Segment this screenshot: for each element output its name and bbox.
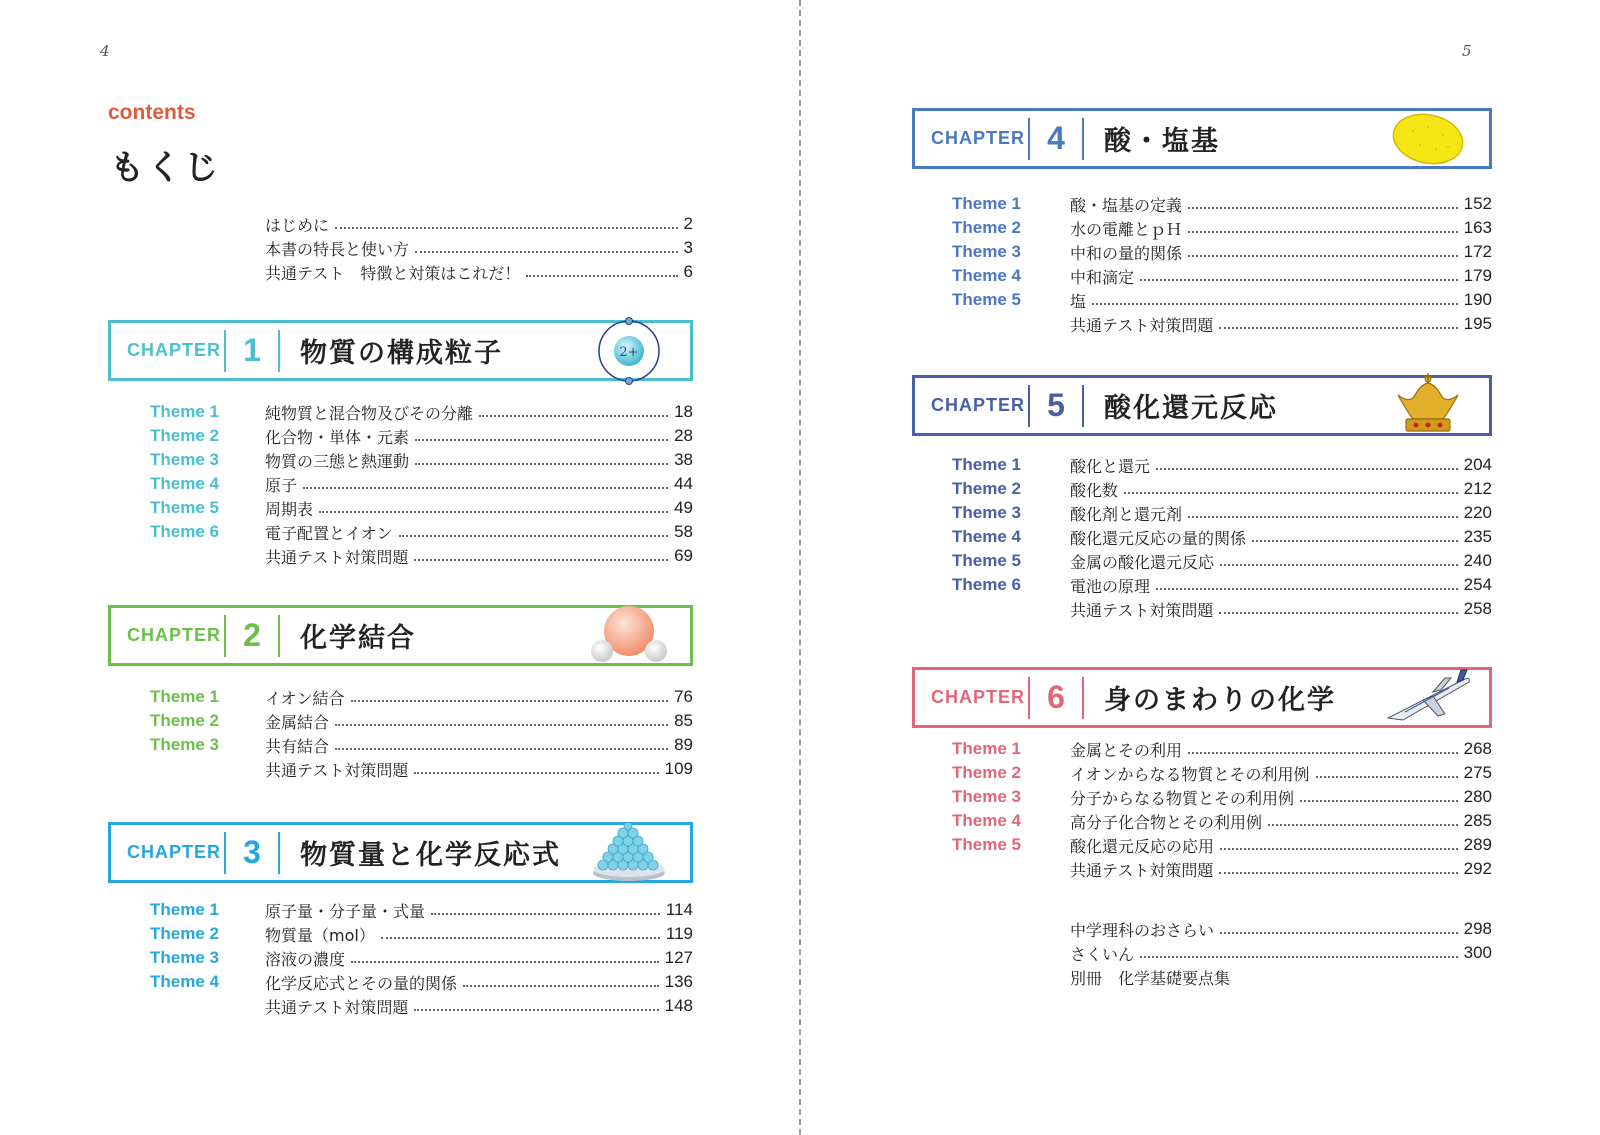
chapter-number: 3 bbox=[243, 834, 261, 870]
entry-title: 酸化剤と還元剤 bbox=[1070, 504, 1183, 524]
toc-entry[interactable] bbox=[952, 917, 1492, 941]
theme-label: Theme 5 bbox=[952, 551, 1021, 570]
dot-leader bbox=[1300, 800, 1458, 802]
page-number-ref: 195 bbox=[1463, 314, 1492, 333]
chapter-number: 2 bbox=[243, 617, 261, 653]
theme-label: Theme 4 bbox=[952, 266, 1021, 285]
entry-title: 共通テスト対策問題 bbox=[265, 547, 409, 567]
dot-leader bbox=[415, 439, 668, 441]
dot-leader bbox=[1268, 824, 1458, 826]
theme-label: Theme 2 bbox=[150, 426, 219, 445]
page-number-ref: 89 bbox=[674, 735, 693, 754]
page-number-ref: 289 bbox=[1463, 835, 1492, 854]
toc-entry[interactable] bbox=[952, 216, 1492, 240]
entry-title: 中和滴定 bbox=[1070, 267, 1135, 287]
chapter-title: 物質の構成粒子 bbox=[300, 338, 503, 369]
dot-leader bbox=[1219, 872, 1457, 874]
theme-label: Theme 5 bbox=[952, 290, 1021, 309]
entry-title: 分子からなる物質とその利用例 bbox=[1070, 788, 1295, 808]
toc-entry[interactable] bbox=[150, 472, 693, 496]
ion-charge-label: 2+ bbox=[619, 344, 639, 360]
entry-title: 酸化還元反応の応用 bbox=[1070, 836, 1215, 856]
dot-leader bbox=[415, 463, 668, 465]
page-number-ref: 3 bbox=[683, 238, 693, 257]
dot-leader bbox=[335, 748, 668, 750]
crown-icon bbox=[1383, 371, 1473, 441]
toc-entry[interactable] bbox=[150, 994, 693, 1018]
page-title: もくじ bbox=[110, 148, 221, 188]
toc-entry[interactable] bbox=[952, 785, 1492, 809]
page-number-ref: 163 bbox=[1463, 218, 1492, 237]
page-number-ref: 268 bbox=[1463, 739, 1492, 758]
page-number-ref: 44 bbox=[674, 474, 693, 493]
page-number-ref: 275 bbox=[1463, 763, 1492, 782]
page-number-ref: 204 bbox=[1463, 455, 1492, 474]
entry-title: 化合物・単体・元素 bbox=[265, 427, 410, 447]
page-number-ref: 190 bbox=[1463, 290, 1492, 309]
theme-label: Theme 3 bbox=[150, 450, 219, 469]
page-number-ref: 114 bbox=[665, 900, 693, 919]
toc-entry[interactable] bbox=[150, 922, 693, 946]
page-number: 5 bbox=[1462, 42, 1472, 60]
chapter-title: 酸・塩基 bbox=[1104, 126, 1220, 157]
theme-label: Theme 1 bbox=[952, 194, 1021, 213]
page-number-ref: 235 bbox=[1463, 527, 1492, 546]
toc-entry[interactable] bbox=[952, 737, 1492, 761]
theme-label: Theme 4 bbox=[150, 474, 219, 493]
toc-entry[interactable] bbox=[150, 496, 693, 520]
theme-label: Theme 1 bbox=[952, 739, 1021, 758]
dot-leader bbox=[335, 724, 668, 726]
chapter-label: CHAPTER bbox=[931, 128, 1026, 148]
dot-leader bbox=[479, 415, 668, 417]
toc-entry[interactable] bbox=[952, 453, 1492, 477]
toc-entry[interactable] bbox=[150, 898, 693, 922]
toc-entry[interactable] bbox=[952, 240, 1492, 264]
page-number-ref: 127 bbox=[664, 948, 693, 967]
dot-leader bbox=[399, 535, 669, 537]
page-number-ref: 220 bbox=[1463, 503, 1492, 522]
chapter-label: CHAPTER bbox=[127, 842, 222, 862]
theme-label: Theme 5 bbox=[150, 498, 219, 517]
page-number-ref: 285 bbox=[1463, 811, 1492, 830]
toc-entry[interactable] bbox=[150, 260, 693, 284]
entry-title: 共有結合 bbox=[265, 736, 330, 756]
theme-label: Theme 2 bbox=[952, 763, 1021, 782]
toc-entry[interactable] bbox=[952, 833, 1492, 857]
chapter-4-header[interactable] bbox=[912, 108, 1492, 169]
theme-label: Theme 3 bbox=[952, 242, 1021, 261]
page-number-ref: 298 bbox=[1463, 919, 1492, 938]
toc-entry[interactable] bbox=[952, 573, 1492, 597]
theme-label: Theme 1 bbox=[150, 402, 219, 421]
dot-leader bbox=[415, 251, 678, 253]
entry-title: 酸・塩基の定義 bbox=[1070, 195, 1183, 215]
entry-title: 共通テスト対策問題 bbox=[1070, 315, 1214, 335]
dot-leader bbox=[463, 985, 659, 987]
chapter-label: CHAPTER bbox=[931, 687, 1026, 707]
dot-leader bbox=[1252, 540, 1458, 542]
entry-title: 酸化還元反応の量的関係 bbox=[1070, 528, 1247, 548]
page-number-ref: 212 bbox=[1463, 479, 1492, 498]
theme-label: Theme 5 bbox=[952, 835, 1021, 854]
toc-entry[interactable] bbox=[952, 809, 1492, 833]
toc-entry[interactable] bbox=[952, 549, 1492, 573]
toc-entry[interactable] bbox=[150, 685, 693, 709]
contents-label: contents bbox=[108, 101, 196, 124]
page-number-ref: 28 bbox=[674, 426, 693, 445]
entry-title: 塩 bbox=[1070, 291, 1087, 311]
page-number-ref: 136 bbox=[664, 972, 693, 991]
dot-leader bbox=[1188, 231, 1458, 233]
dot-leader bbox=[1220, 932, 1458, 934]
page-number-ref: 69 bbox=[674, 546, 693, 565]
page-number-ref: 38 bbox=[674, 450, 693, 469]
theme-label: Theme 1 bbox=[150, 900, 219, 919]
dot-leader bbox=[1188, 207, 1458, 209]
entry-title: さくいん bbox=[1070, 944, 1135, 964]
chapter-number: 1 bbox=[243, 332, 261, 368]
entry-title: 溶液の濃度 bbox=[265, 949, 346, 969]
page-number-ref: 152 bbox=[1463, 194, 1492, 213]
theme-label: Theme 3 bbox=[952, 787, 1021, 806]
page-number-ref: 292 bbox=[1463, 859, 1492, 878]
dot-leader bbox=[1124, 492, 1458, 494]
toc-entry[interactable] bbox=[150, 970, 693, 994]
page-number-ref: 148 bbox=[664, 996, 693, 1015]
dot-leader bbox=[1219, 612, 1457, 614]
chapter-3-header[interactable] bbox=[108, 822, 693, 883]
entry-title: 水の電離とｐＨ bbox=[1070, 219, 1183, 239]
toc-entry[interactable] bbox=[952, 857, 1492, 881]
toc-entry[interactable] bbox=[952, 761, 1492, 785]
toc-entry[interactable] bbox=[952, 192, 1492, 216]
toc-entry[interactable] bbox=[150, 520, 693, 544]
entry-title: 純物質と混合物及びその分離 bbox=[265, 403, 474, 423]
page-number-ref: 18 bbox=[674, 402, 693, 421]
entry-title: 化学反応式とその量的関係 bbox=[265, 973, 458, 993]
toc-entry[interactable] bbox=[150, 757, 693, 781]
chapter-label: CHAPTER bbox=[127, 625, 222, 645]
toc-entry[interactable] bbox=[952, 477, 1492, 501]
chapter-label: CHAPTER bbox=[931, 395, 1026, 415]
entry-title: 原子量・分子量・式量 bbox=[265, 901, 426, 921]
dot-leader bbox=[319, 511, 668, 513]
chapter-5-header[interactable] bbox=[912, 375, 1492, 436]
dot-leader bbox=[303, 487, 668, 489]
theme-label: Theme 4 bbox=[952, 527, 1021, 546]
theme-label: Theme 2 bbox=[952, 479, 1021, 498]
toc-entry[interactable] bbox=[952, 501, 1492, 525]
dot-leader bbox=[1140, 956, 1458, 958]
theme-label: Theme 2 bbox=[150, 711, 219, 730]
toc-entry[interactable] bbox=[952, 597, 1492, 621]
entry-title: 中和の量的関係 bbox=[1070, 243, 1183, 263]
dot-leader bbox=[414, 1009, 658, 1011]
chapter-number: 5 bbox=[1047, 387, 1065, 423]
theme-label: Theme 4 bbox=[952, 811, 1021, 830]
dot-leader bbox=[414, 772, 658, 774]
entry-title: 中学理科のおさらい bbox=[1070, 920, 1215, 940]
sphere-pile-icon bbox=[584, 818, 674, 888]
toc-entry[interactable] bbox=[150, 212, 693, 236]
dot-leader bbox=[1140, 279, 1458, 281]
toc-entry[interactable] bbox=[952, 525, 1492, 549]
chapter-title: 化学結合 bbox=[300, 623, 416, 654]
toc-entry[interactable] bbox=[952, 288, 1492, 312]
theme-label: Theme 3 bbox=[952, 503, 1021, 522]
toc-entry[interactable] bbox=[150, 236, 693, 260]
entry-title: 電池の原理 bbox=[1070, 576, 1151, 596]
chapter-title: 酸化還元反応 bbox=[1104, 393, 1278, 424]
dot-leader bbox=[351, 961, 659, 963]
right-page bbox=[800, 0, 1600, 1135]
page-number-ref: 119 bbox=[665, 924, 693, 943]
entry-title: 別冊 化学基礎要点集 bbox=[1070, 968, 1231, 988]
toc-entry[interactable] bbox=[952, 965, 1492, 989]
theme-label: Theme 2 bbox=[150, 924, 219, 943]
page-number-ref: 179 bbox=[1463, 266, 1492, 285]
page-number-ref: 109 bbox=[664, 759, 693, 778]
page-number-ref: 280 bbox=[1463, 787, 1492, 806]
theme-label: Theme 6 bbox=[952, 575, 1021, 594]
entry-title: 酸化数 bbox=[1070, 480, 1119, 500]
entry-title: 金属の酸化還元反応 bbox=[1070, 552, 1215, 572]
dot-leader bbox=[414, 559, 668, 561]
entry-title: 金属結合 bbox=[265, 712, 330, 732]
toc-entry[interactable] bbox=[150, 400, 693, 424]
page-number-ref: 254 bbox=[1463, 575, 1492, 594]
toc-entry[interactable] bbox=[952, 941, 1492, 965]
dot-leader bbox=[1188, 752, 1458, 754]
theme-label: Theme 2 bbox=[952, 218, 1021, 237]
chapter-label: CHAPTER bbox=[127, 340, 222, 360]
entry-title: 物質の三態と熱運動 bbox=[265, 451, 410, 471]
page-number: 4 bbox=[100, 42, 110, 60]
dot-leader bbox=[1316, 776, 1458, 778]
toc-entry[interactable] bbox=[150, 424, 693, 448]
chapter-title: 身のまわりの化学 bbox=[1104, 685, 1336, 716]
dot-leader bbox=[1092, 303, 1458, 305]
dot-leader bbox=[1220, 848, 1458, 850]
chapter-title: 物質量と化学反応式 bbox=[300, 840, 561, 871]
page-number-ref: 49 bbox=[674, 498, 693, 517]
page-number-ref: 6 bbox=[683, 262, 693, 281]
entry-title: イオンからなる物質とその利用例 bbox=[1070, 764, 1310, 784]
toc-entry[interactable] bbox=[150, 733, 693, 757]
theme-label: Theme 1 bbox=[952, 455, 1021, 474]
chapter-number: 6 bbox=[1047, 679, 1065, 715]
page-number-ref: 172 bbox=[1463, 242, 1492, 261]
chapter-1-header[interactable] bbox=[108, 320, 693, 381]
atom-ion-icon bbox=[584, 316, 674, 386]
dot-leader bbox=[1219, 327, 1457, 329]
entry-title: 電子配置とイオン bbox=[265, 523, 393, 543]
toc-entry[interactable] bbox=[952, 312, 1492, 336]
page-number-ref: 240 bbox=[1463, 551, 1492, 570]
page-number-ref: 85 bbox=[674, 711, 693, 730]
entry-title: 共通テスト対策問題 bbox=[265, 760, 409, 780]
entry-title: 共通テスト対策問題 bbox=[1070, 600, 1214, 620]
dot-leader bbox=[526, 275, 677, 277]
entry-title: 高分子化合物とその利用例 bbox=[1070, 812, 1263, 832]
lemon-icon bbox=[1383, 104, 1473, 174]
entry-title: 原子 bbox=[265, 475, 298, 495]
dot-leader bbox=[351, 700, 669, 702]
water-molecule-icon bbox=[584, 601, 674, 671]
entry-title: 周期表 bbox=[265, 499, 314, 519]
dot-leader bbox=[381, 937, 660, 939]
toc-entry[interactable] bbox=[150, 709, 693, 733]
dot-leader bbox=[1188, 255, 1458, 257]
theme-label: Theme 3 bbox=[150, 735, 219, 754]
entry-title: 共通テスト対策問題 bbox=[265, 997, 409, 1017]
chapter-number: 4 bbox=[1047, 120, 1065, 156]
entry-title: 物質量（mol） bbox=[265, 925, 375, 945]
toc-entry[interactable] bbox=[150, 946, 693, 970]
entry-title: はじめに bbox=[265, 215, 330, 235]
entry-title: 金属とその利用 bbox=[1070, 740, 1183, 760]
entry-title: 共通テスト 特徴と対策はこれだ！ bbox=[265, 263, 521, 283]
page-number-ref: 300 bbox=[1463, 943, 1492, 962]
theme-label: Theme 1 bbox=[150, 687, 219, 706]
theme-label: Theme 4 bbox=[150, 972, 219, 991]
page-number-ref: 2 bbox=[683, 214, 693, 233]
dot-leader bbox=[431, 913, 660, 915]
dot-leader bbox=[1188, 516, 1458, 518]
toc-entry[interactable] bbox=[952, 264, 1492, 288]
chapter-2-header[interactable] bbox=[108, 605, 693, 666]
theme-label: Theme 3 bbox=[150, 948, 219, 967]
dot-leader bbox=[1220, 564, 1458, 566]
theme-label: Theme 6 bbox=[150, 522, 219, 541]
dot-leader bbox=[1156, 468, 1458, 470]
toc-entry[interactable] bbox=[150, 448, 693, 472]
dot-leader bbox=[1156, 588, 1458, 590]
entry-title: イオン結合 bbox=[265, 688, 345, 708]
dot-leader bbox=[335, 227, 678, 229]
entry-title: 本書の特長と使い方 bbox=[265, 239, 410, 259]
airplane-icon bbox=[1383, 663, 1473, 733]
page-number-ref: 76 bbox=[674, 687, 693, 706]
entry-title: 酸化と還元 bbox=[1070, 456, 1151, 476]
toc-entry[interactable] bbox=[150, 544, 693, 568]
entry-title: 共通テスト対策問題 bbox=[1070, 860, 1214, 880]
page-number-ref: 258 bbox=[1463, 599, 1492, 618]
page-number-ref: 58 bbox=[674, 522, 693, 541]
chapter-6-header[interactable] bbox=[912, 667, 1492, 728]
